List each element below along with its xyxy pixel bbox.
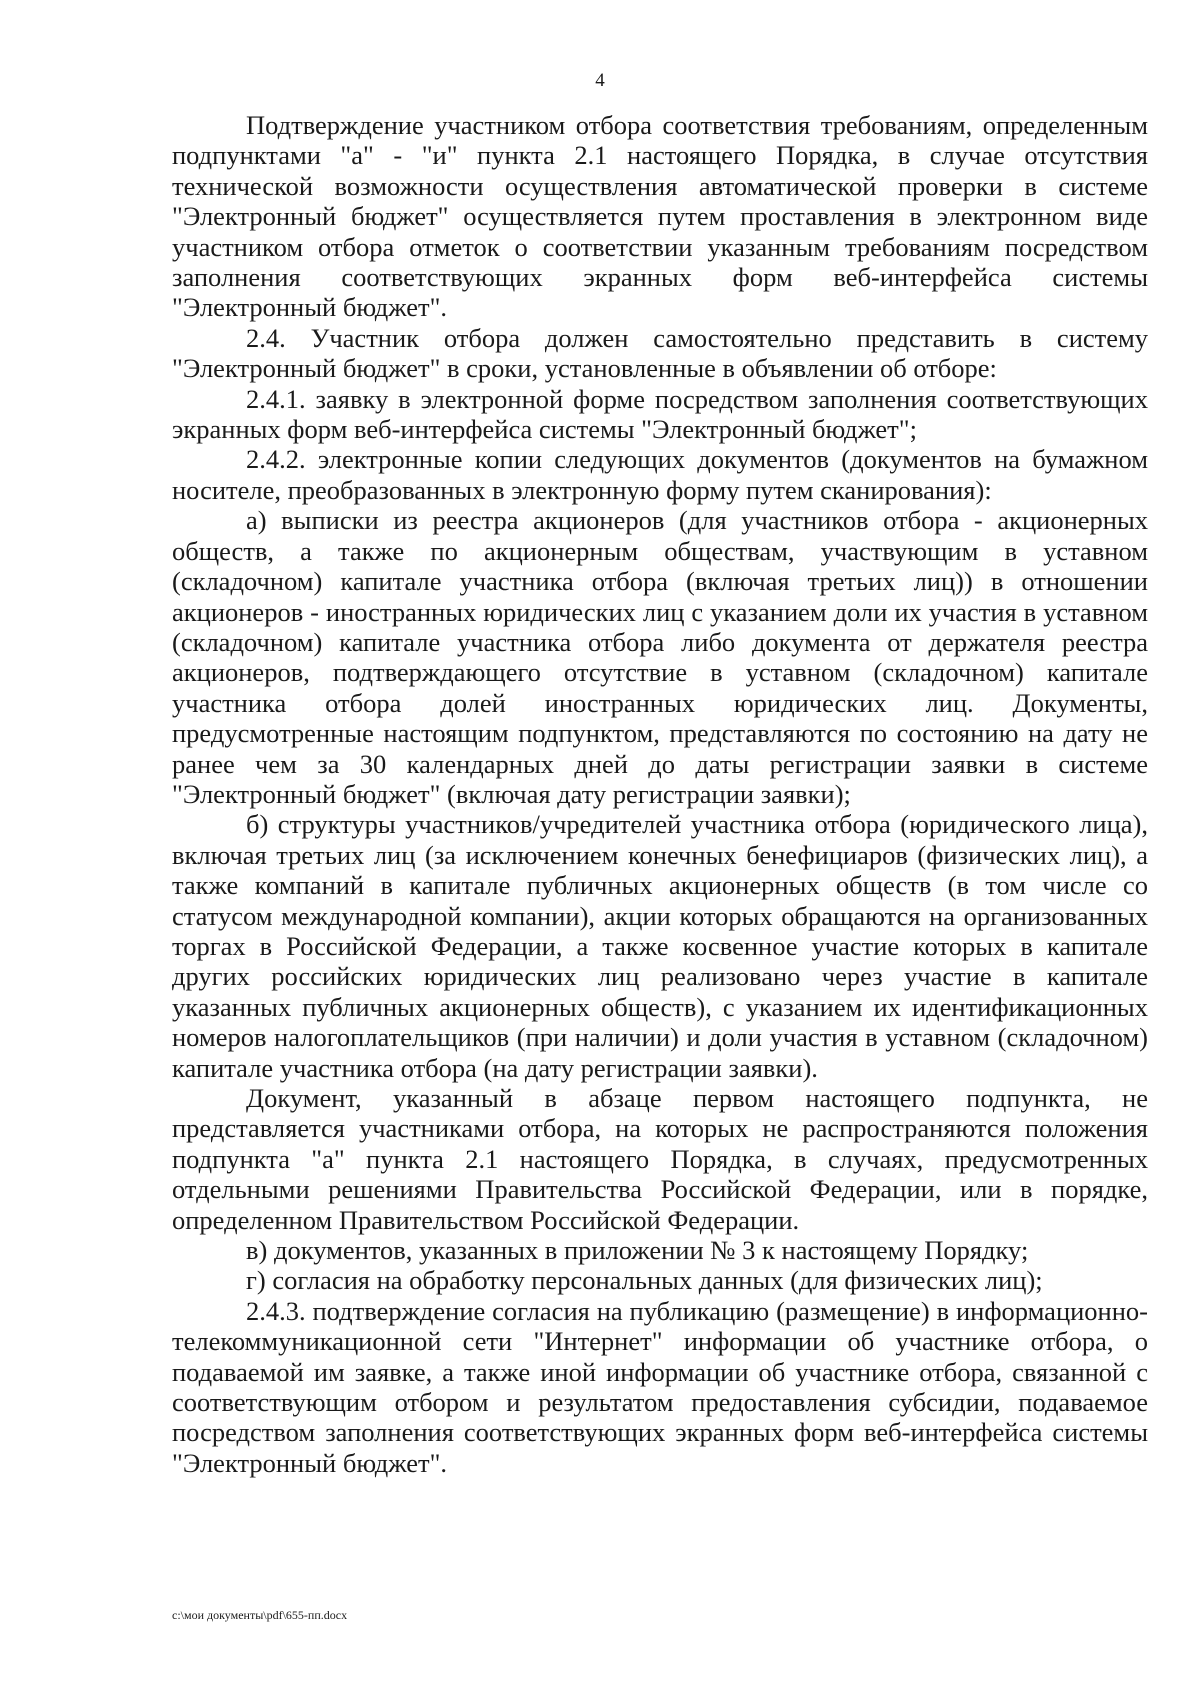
document-body	[172, 110, 1148, 1478]
paragraph-item-g: г) согласия на обработку персональных данных (для физических лиц);	[246, 1265, 1043, 1296]
file-path-footer: c:\мои документы\pdf\655-пп.docx	[172, 1608, 348, 1622]
paragraph-item-a: а) выписки из реестра акционеров (для участников отбора - акционерных обществ, а также по акционерным обществам, участвующим в уставном (складочном) капитале участника отбора (включая третьих лиц)) в отношении акционеров - иностранных юридических лиц с указанием доли их участия в уставном (складочном) капитале участника отбора либо документа от держателя реестра акционеров, подтверждающего отсутствие в уставном (складочном) капитале участника отбора долей иностранных юридических лиц. Документы, предусмотренные настоящим подпунктом, представляются по состоянию на дату не ранее чем за 30 календарных дней до даты регистрации заявки в системе "Электронный бюджет" (включая дату регистрации заявки);	[172, 505, 1148, 809]
paragraph-2-4-1: 2.4.1. заявку в электронной форме посредством заполнения соответствующих экранных форм веб-интерфейса системы "Электронный бюджет";	[172, 383, 1148, 445]
paragraph-2-4-2: 2.4.2. электронные копии следующих документов (документов на бумажном носителе, преобразованных в электронную форму путем сканирования):	[172, 444, 1148, 505]
paragraph-2-4-3: 2.4.3. подтверждение согласия на публикацию (размещение) в информационно-телекоммуникационной сети "Интернет" информации об участнике отбора, о подаваемой им заявке, а также иной информации об участнике отбора, связанной с соответствующим отбором и результатом предоставления субсидии, подаваемое посредством заполнения соответствующих экранных форм веб-интерфейса системы "Электронный бюджет".	[172, 1295, 1148, 1478]
paragraph-document-exemption: Документ, указанный в абзаце первом настоящего подпункта, не представляется участниками отбора, на которых не распространяются положения подпункта "а" пункта 2.1 настоящего Порядка, в случаях, предусмотренных отдельными решениями Правительства Российской Федерации, или в порядке, определенном Правительством Российской Федерации.	[172, 1083, 1148, 1235]
paragraph-item-b: б) структуры участников/учредителей участника отбора (юридического лица), включая третьих лиц (за исключением конечных бенефициаров (физических лиц), а также компаний в капитале публичных акционерных обществ (в том числе со статусом международной компании), акции которых обращаются на организованных торгах в Российской Федерации, а также косвенное участие которых в капитале других российских юридических лиц реализовано через участие в капитале указанных публичных акционерных обществ), с указанием их идентификационных номеров налогоплательщиков (при наличии) и доли участия в уставном (складочном) капитале участника отбора (на дату регистрации заявки).	[172, 809, 1148, 1083]
paragraph-confirmation: Подтверждение участником отбора соответствия требованиям, определенным подпунктами "а" - "и" пункта 2.1 настоящего Порядка, в случае отсутствия технической возможности осуществления автоматической проверки в системе "Электронный бюджет" осуществляется путем проставления в электронном виде участником отбора отметок о соответствии указанным требованиям посредством заполнения соответствующих экранных форм веб-интерфейса системы "Электронный бюджет".	[172, 110, 1148, 323]
paragraph-item-v: в) документов, указанных в приложении № 3 к настоящему Порядку;	[246, 1235, 1029, 1266]
paragraph-2-4: 2.4. Участник отбора должен самостоятельно представить в систему "Электронный бюджет" в сроки, установленные в объявлении об отборе:	[172, 322, 1148, 384]
page-number: 4	[595, 70, 605, 91]
